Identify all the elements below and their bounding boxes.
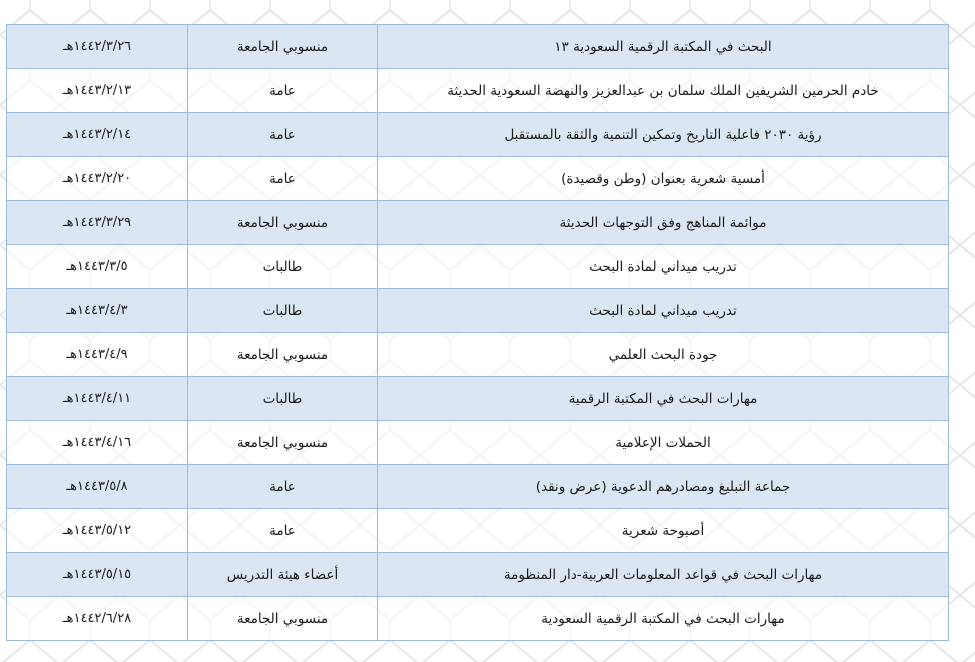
- activity-title-cell: تدريب ميداني لمادة البحث: [378, 289, 949, 333]
- audience-cell: منسوبي الجامعة: [188, 421, 378, 465]
- table-row: [7, 289, 949, 333]
- audience-cell: منسوبي الجامعة: [188, 333, 378, 377]
- audience-cell: عامة: [188, 157, 378, 201]
- table-row: [7, 245, 949, 289]
- audience-cell: عامة: [188, 113, 378, 157]
- table-row: [7, 597, 949, 641]
- activity-title-cell: تدريب ميداني لمادة البحث: [378, 245, 949, 289]
- table-row: [7, 69, 949, 113]
- activity-title-cell: الحملات الإعلامية: [378, 421, 949, 465]
- activity-title-cell: مهارات البحث في قواعد المعلومات العربية-دار المنظومة: [378, 553, 949, 597]
- date-cell: ١٤٤٣/٥/١٥هـ: [7, 553, 188, 597]
- activities-table-container: [6, 24, 948, 641]
- date-cell: ١٤٤٣/٢/١٣هـ: [7, 69, 188, 113]
- date-cell: ١٤٤٣/٥/٨هـ: [7, 465, 188, 509]
- date-cell: ١٤٤٣/٢/١٤هـ: [7, 113, 188, 157]
- table-row: [7, 421, 949, 465]
- audience-cell: طالبات: [188, 289, 378, 333]
- date-cell: ١٤٤٣/٤/٣هـ: [7, 289, 188, 333]
- audience-cell: منسوبي الجامعة: [188, 597, 378, 641]
- audience-cell: عامة: [188, 465, 378, 509]
- activity-title-cell: مهارات البحث في المكتبة الرقمية السعودية: [378, 597, 949, 641]
- audience-cell: عامة: [188, 69, 378, 113]
- date-cell: ١٤٤٣/٤/١١هـ: [7, 377, 188, 421]
- date-cell: ١٤٤٣/٣/٥هـ: [7, 245, 188, 289]
- activity-title-cell: جماعة التبليغ ومصادرهم الدعوية (عرض ونقد): [378, 465, 949, 509]
- table-row: [7, 377, 949, 421]
- table-row: [7, 113, 949, 157]
- date-cell: ١٤٤٣/٣/٢٩هـ: [7, 201, 188, 245]
- audience-cell: منسوبي الجامعة: [188, 25, 378, 69]
- activity-title-cell: موائمة المناهج وفق التوجهات الحديثة: [378, 201, 949, 245]
- table-row: [7, 465, 949, 509]
- date-cell: ١٤٤٣/٢/٢٠هـ: [7, 157, 188, 201]
- activity-title-cell: البحث في المكتبة الرقمية السعودية ١٣: [378, 25, 949, 69]
- date-cell: ١٤٤٢/٣/٢٦هـ: [7, 25, 188, 69]
- audience-cell: منسوبي الجامعة: [188, 201, 378, 245]
- activity-title-cell: مهارات البحث في المكتبة الرقمية: [378, 377, 949, 421]
- activity-title-cell: أمسية شعرية بعنوان (وطن وقصيدة): [378, 157, 949, 201]
- activity-title-cell: رؤية ٢٠٣٠ فاعلية التاريخ وتمكين التنمية والثقة بالمستقبل: [378, 113, 949, 157]
- table-row: [7, 553, 949, 597]
- activities-table: [6, 24, 949, 641]
- activity-title-cell: خادم الحرمين الشريفين الملك سلمان بن عبدالعزيز والنهضة السعودية الحديثة: [378, 69, 949, 113]
- table-row: [7, 201, 949, 245]
- audience-cell: أعضاء هيئة التدريس: [188, 553, 378, 597]
- activity-title-cell: جودة البحث العلمي: [378, 333, 949, 377]
- audience-cell: طالبات: [188, 245, 378, 289]
- audience-cell: طالبات: [188, 377, 378, 421]
- date-cell: ١٤٤٣/٤/١٦هـ: [7, 421, 188, 465]
- date-cell: ١٤٤٣/٥/١٢هـ: [7, 509, 188, 553]
- table-row: [7, 157, 949, 201]
- table-row: [7, 333, 949, 377]
- date-cell: ١٤٤٢/٦/٢٨هـ: [7, 597, 188, 641]
- table-row: [7, 509, 949, 553]
- audience-cell: عامة: [188, 509, 378, 553]
- date-cell: ١٤٤٣/٤/٩هـ: [7, 333, 188, 377]
- table-row: [7, 25, 949, 69]
- activity-title-cell: أصبوحة شعرية: [378, 509, 949, 553]
